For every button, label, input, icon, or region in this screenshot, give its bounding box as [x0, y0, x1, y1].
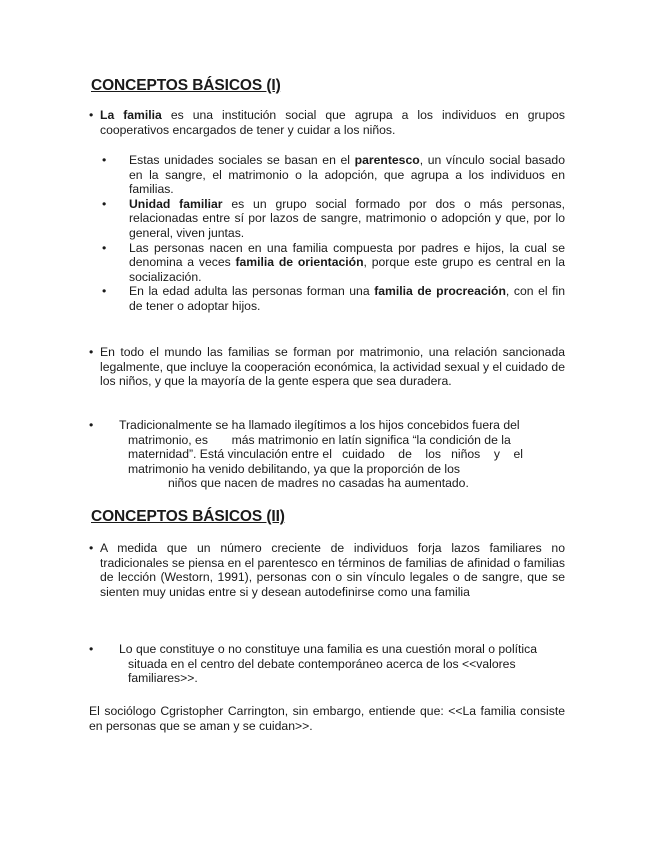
bullet-paragraph-ilegitimos [89, 418, 565, 491]
bullet-icon: • [102, 153, 107, 167]
text: Estas unidades sociales se basan en el [129, 153, 355, 167]
bold-term: La familia [100, 108, 162, 122]
bullet-icon: • [102, 284, 107, 299]
text: , porque este grupo es central en la socialización. [129, 255, 565, 284]
line: matrimonio ha venido debilitando, ya que la proporción de los [128, 461, 460, 476]
list-item [89, 284, 565, 313]
sub-bullet-list [89, 153, 565, 314]
bullet-paragraph-afinidad [89, 541, 565, 599]
bold-term: parentesco [354, 153, 420, 167]
section-heading-1: CONCEPTOS BÁSICOS (I) [91, 77, 281, 94]
bullet-icon: • [89, 642, 94, 656]
bullet-paragraph-matrimonio [89, 345, 565, 389]
list-item-text [129, 241, 565, 285]
closing-paragraph [89, 704, 565, 733]
bold-term: Unidad familiar [129, 196, 223, 211]
list-item-text [129, 153, 565, 197]
paragraph-text [100, 108, 565, 137]
line: matrimonio, es más matrimonio en latín significa “la condición de la [128, 432, 511, 447]
list-item-text [129, 284, 565, 313]
section-heading-2: CONCEPTOS BÁSICOS (II) [91, 508, 285, 525]
text: es una institución social que agrupa a los individuos en grupos cooperativos encargados de tener y cuidar a los niños. [100, 108, 565, 137]
line: maternidad”. Está vinculación entre el cuidado de los niños y el [128, 447, 523, 462]
text: Las personas nacen en una familia compuesta por padres e hijos, la cual se denomina a veces [129, 240, 565, 270]
paragraph-text: A medida que un número creciente de individuos forja lazos familiares no tradicionales se piensa en el parentesco en términos de familias de afinidad o familias de lección (Westorn, 1991), personas con o sin vínculo legales o de sangre, que se sienten muy unidas entre si y desean autodefinirse como una familia [100, 541, 565, 599]
text: , con el fin de tener o adoptar hijos. [129, 284, 565, 313]
line: familiares>>. [128, 671, 198, 686]
list-item [89, 197, 565, 241]
paragraph-text: El sociólogo Cgristopher Carrington, sin embargo, entiende que: <<La familia consiste en personas que se aman y se cuidan>>. [89, 704, 565, 733]
bullet-icon: • [89, 108, 94, 122]
bullet-paragraph-familia [89, 108, 565, 137]
list-item [89, 153, 565, 197]
line: Lo que constituye o no constituye una familia es una cuestión moral o política [119, 642, 538, 656]
line: situada en el centro del debate contemporáneo acerca de los <<valores [128, 656, 516, 671]
bold-term: familia de procreación [374, 284, 506, 299]
text: En la edad adulta las personas forman una [129, 284, 375, 299]
bullet-icon: • [102, 240, 107, 255]
paragraph-text: En todo el mundo las familias se forman por matrimonio, una relación sancionada legalmente, que incluye la cooperación económica, la actividad sexual y el cuidado de los niños, y que la mayoría de la gente espera que sea duradera. [100, 345, 565, 389]
line: niños que nacen de madres no casadas ha aumentado. [168, 476, 469, 491]
text: es un grupo social formado por dos o más personas, relacionadas entre sí por lazos de sangre, matrimonio o adopción y que, por lo general, viven juntas. [129, 196, 565, 240]
list-item [89, 241, 565, 285]
bullet-icon: • [89, 418, 94, 432]
bullet-icon: • [89, 541, 94, 555]
text: , un vínculo social basado en la sangre, el matrimonio o la adopción, que agrupa a los individuos en familias. [129, 153, 565, 197]
bullet-icon: • [102, 196, 107, 211]
line: Tradicionalmente se ha llamado ilegítimos a los hijos concebidos fuera del [119, 418, 520, 432]
bullet-icon: • [89, 345, 94, 359]
bullet-paragraph-cuestion-moral [89, 642, 565, 686]
bold-term: familia de orientación [235, 255, 364, 270]
list-item-text [129, 197, 565, 241]
